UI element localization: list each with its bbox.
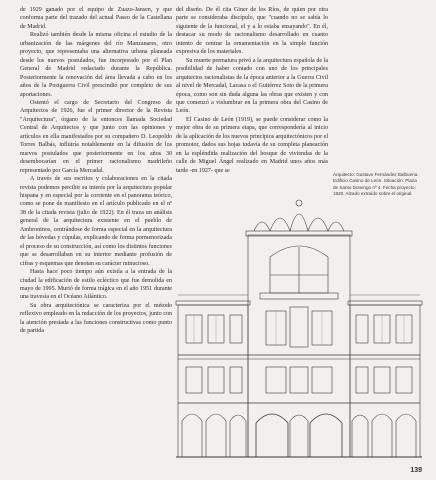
building-elevation-drawing [174, 195, 424, 465]
paragraph: de 1929 ganado por el equipo de Zuazo-Jansen, y que conforma parte del trazado del actual Paseo de la Castellana de Madrid. [20, 7, 172, 30]
paragraph: Su obra arquitectónica se caracteriza por el método reflexivo empleado en la redacción de los proyectos, junto con la atención prestada a las funciones constructivas como punto de partida [20, 302, 172, 335]
paragraph: A través de sus escritos y colaboraciones en la citada revista podemos percibir su interés por la arquitectura popular hispana y en especial por la corriente en el panorama teórico, como se pone de manifiesto en el artículo publicado en el nº 38 de la citada revista (julio de 1922). En él traza un análisis general de la arquitectura existente en el pueblo de Ambroninos, centrándose de forma especial en la arquitectura de las bóvedas y cúpulas, explicando de forma pormenorizada el proceso de su construcción, así como los distintos funciones que se desarrollaban en su interior mediante profusión de cifras y esquemas que denotan su carácter minucioso. [20, 176, 172, 267]
paragraph: Ostentó el cargo de Secretario del Congreso de Arquitectos de 1926, fue el primer director de la Revista "Arquitectura", órgano de la entonces llamada Sociedad Central de Arquitectos y que junto con las opiniones y artículos en ella manifestados por su compañero D. Leopoldo Torres Balbás, influiría notablemente en la difusión de los nuevos postulados que posteriormente en los años 30 desembocarían en el primer racionalismo madrileño representado por García Mercadal. [20, 99, 172, 174]
page-number: 139 [410, 467, 422, 474]
left-text-column [20, 6, 172, 336]
paragraph: Hasta hace poco tiempo aún existía a la entrada de la ciudad la edificación de estilo ecléctico que fue demolida en mayo de 1995. Murió de forma trágica en el año 1951 durante una travesía en el Océano Atlántico. [20, 269, 172, 301]
paragraph: El Casino de León (1919), se puede considerar como la mejor obra de su primera etapa, que correspondería al inicio de la aplicación de los nuevos principios arquitectónicos por el promotor, dados sus hojas todavía de su completa planeación en la espléndida realización del bosque de viviendas de la calle de Miguel Ángel realizado en Madrid unos años más tarde -en 1927- que se [176, 116, 328, 174]
paragraph: Realizó también desde la misma oficina el estudio de la urbanización de las márgenes del río Manzanares, otro proyecto, que representaba una alternativa urbana planeada desde los nuevos postulados, fue incorporado por el Plan General de Madrid redactado durante la República. Posteriormente la renovación del área llevada a cabo en los años de la Postguerra Civil prescindió por completo de sus aportaciones. [20, 32, 172, 98]
paragraph: Su muerte prematura privó a la arquitectura española de la posibilidad de haber contado con uno de los principales arquitectos racionalistas de la época anterior a la Guerra Civil al nivel de Mercadal, Lacasa o el Gutiérrez Soto de la primera época, como son sin duda alguna las obras que existen y con que comenzó a vislumbrar en la primera obra del Casino de León. [176, 57, 328, 115]
paragraph: del diseño. De él cita Giner de los Ríos, de quien por otra parte se consideraba discípulo, que "cuando no se sabía lo siguiente de la funcional, el y a lo estaba ensayando". En él, destacar su modo de racionalismo desarrollado en cuanto intento de centrar la ornamentación en la simple función expresiva de los materiales. [176, 7, 328, 56]
figure-caption: Arquitecto: Gustavo Fernández Balbuena. Edificio Casino de León. Situación: Plaza de Santo Domingo nº 4. Fecha proyecto: 1920. Alzado extraído sobre el original. [333, 172, 419, 197]
middle-text-column [176, 6, 328, 175]
